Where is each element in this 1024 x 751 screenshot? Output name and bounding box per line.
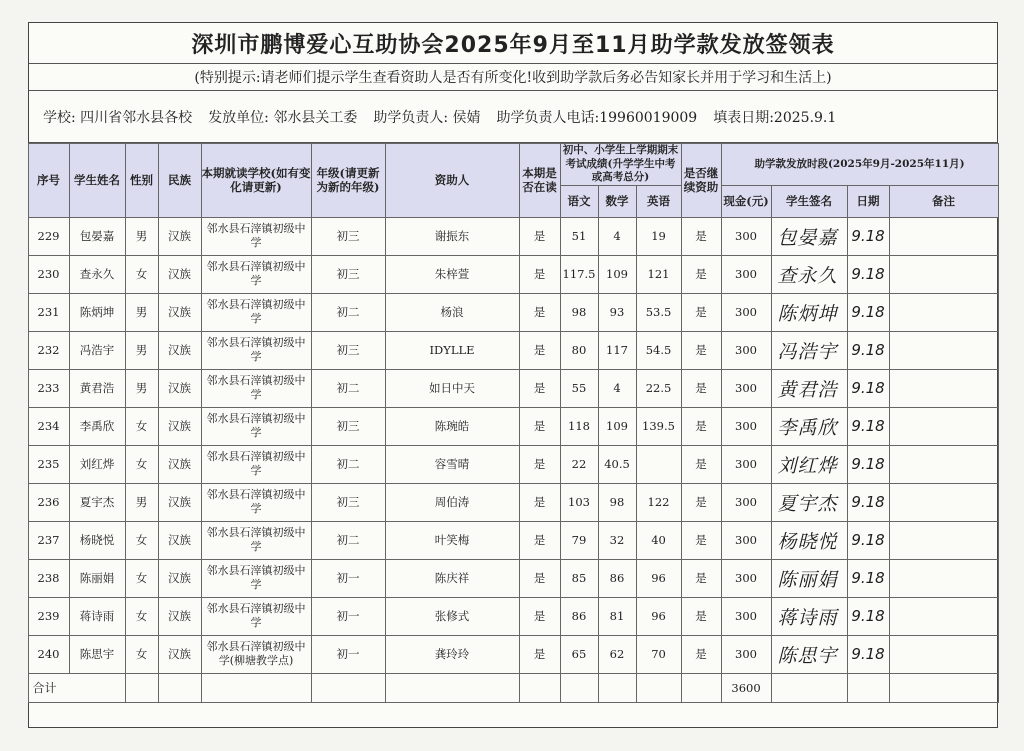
cell-name: 刘红烨: [69, 445, 125, 483]
header-cash: 现金(元): [721, 185, 771, 217]
cell-enrolled: 是: [519, 407, 560, 445]
cell-continue: 是: [681, 255, 721, 293]
signoff-table: [28, 143, 999, 703]
cell-ethnicity: 汉族: [158, 369, 201, 407]
cell-continue: 是: [681, 369, 721, 407]
table-row: [28, 445, 998, 483]
cell-enrolled: 是: [519, 293, 560, 331]
cell-school: 邻水县石滓镇初级中学: [201, 331, 311, 369]
cell-no: 238: [28, 559, 69, 597]
cell-grade: 初三: [311, 331, 385, 369]
cell-name: 查永久: [69, 255, 125, 293]
cell-no: 240: [28, 635, 69, 673]
cell-cash: 300: [721, 255, 771, 293]
cell-school: 邻水县石滓镇初级中学: [201, 217, 311, 255]
cell-grade: 初二: [311, 293, 385, 331]
table-row: [28, 597, 998, 635]
info-fill-date: 填表日期:2025.9.1: [713, 109, 837, 126]
cell-gender: 女: [125, 635, 158, 673]
cell-english: 70: [636, 635, 681, 673]
cell-name: 夏宇杰: [69, 483, 125, 521]
header-continue: 是否继续资助: [681, 144, 721, 218]
cell-remark: [889, 255, 998, 293]
cell-english: [636, 445, 681, 483]
cell-no: 233: [28, 369, 69, 407]
cell-school: 邻水县石滓镇初级中学: [201, 369, 311, 407]
table-body: [28, 217, 998, 673]
cell-cash: 300: [721, 217, 771, 255]
cell-grade: 初三: [311, 483, 385, 521]
cell-chinese: 85: [560, 559, 598, 597]
cell-english: 22.5: [636, 369, 681, 407]
cell-chinese: 65: [560, 635, 598, 673]
info-issuer: 发放单位: 邻水县关工委: [208, 109, 358, 126]
header-english: 英语: [636, 185, 681, 217]
cell-english: 139.5: [636, 407, 681, 445]
cell-enrolled: 是: [519, 255, 560, 293]
cell-signature: 刘红烨: [771, 445, 847, 483]
cell-no: 232: [28, 331, 69, 369]
cell-no: 230: [28, 255, 69, 293]
header-chinese: 语文: [560, 185, 598, 217]
cell-sponsor: 谢振东: [385, 217, 519, 255]
cell-name: 杨晓悦: [69, 521, 125, 559]
cell-signature: 查永久: [771, 255, 847, 293]
cell-date: 9.18: [847, 445, 889, 483]
cell-cash: 300: [721, 445, 771, 483]
cell-sponsor: 陈庆祥: [385, 559, 519, 597]
cell-date: 9.18: [847, 521, 889, 559]
cell-name: 冯浩宇: [69, 331, 125, 369]
cell-remark: [889, 483, 998, 521]
cell-math: 93: [598, 293, 636, 331]
cell-date: 9.18: [847, 255, 889, 293]
cell-ethnicity: 汉族: [158, 521, 201, 559]
table-row: [28, 255, 998, 293]
cell-name: 陈思宇: [69, 635, 125, 673]
cell-chinese: 22: [560, 445, 598, 483]
cell-continue: 是: [681, 217, 721, 255]
cell-name: 蒋诗雨: [69, 597, 125, 635]
cell-grade: 初一: [311, 559, 385, 597]
cell-remark: [889, 445, 998, 483]
cell-chinese: 103: [560, 483, 598, 521]
cell-sponsor: 杨浪: [385, 293, 519, 331]
cell-gender: 男: [125, 369, 158, 407]
cell-signature: 冯浩宇: [771, 331, 847, 369]
table-row: [28, 635, 998, 673]
cell-name: 陈炳坤: [69, 293, 125, 331]
cell-gender: 女: [125, 521, 158, 559]
cell-gender: 女: [125, 445, 158, 483]
cell-signature: 夏宇杰: [771, 483, 847, 521]
cell-name: 陈丽娟: [69, 559, 125, 597]
info-phone: 助学负责人电话:19960019009: [496, 109, 698, 126]
cell-math: 117: [598, 331, 636, 369]
cell-gender: 女: [125, 597, 158, 635]
cell-school: 邻水县石滓镇初级中学: [201, 293, 311, 331]
cell-enrolled: 是: [519, 597, 560, 635]
cell-chinese: 51: [560, 217, 598, 255]
total-row: [28, 673, 998, 702]
cell-sponsor: IDYLLE: [385, 331, 519, 369]
cell-enrolled: 是: [519, 445, 560, 483]
cell-ethnicity: 汉族: [158, 293, 201, 331]
cell-grade: 初三: [311, 255, 385, 293]
table-row: [28, 559, 998, 597]
header-math: 数学: [598, 185, 636, 217]
cell-date: 9.18: [847, 559, 889, 597]
cell-no: 236: [28, 483, 69, 521]
cell-gender: 男: [125, 483, 158, 521]
info-manager: 助学负责人: 侯婧: [373, 109, 481, 126]
cell-gender: 男: [125, 331, 158, 369]
cell-sponsor: 容雪晴: [385, 445, 519, 483]
cell-gender: 男: [125, 217, 158, 255]
cell-grade: 初二: [311, 445, 385, 483]
cell-remark: [889, 559, 998, 597]
cell-enrolled: 是: [519, 559, 560, 597]
cell-chinese: 98: [560, 293, 598, 331]
cell-grade: 初一: [311, 597, 385, 635]
cell-enrolled: 是: [519, 369, 560, 407]
cell-math: 86: [598, 559, 636, 597]
cell-no: 231: [28, 293, 69, 331]
cell-english: 96: [636, 597, 681, 635]
cell-ethnicity: 汉族: [158, 559, 201, 597]
cell-chinese: 117.5: [560, 255, 598, 293]
header-enrolled: 本期是否在读: [519, 144, 560, 218]
header-remark: 备注: [889, 185, 998, 217]
cell-sponsor: 陈琬皓: [385, 407, 519, 445]
cell-english: 122: [636, 483, 681, 521]
cell-cash: 300: [721, 483, 771, 521]
cell-name: 黄君浩: [69, 369, 125, 407]
cell-gender: 女: [125, 255, 158, 293]
cell-school: 邻水县石滓镇初级中学: [201, 407, 311, 445]
cell-enrolled: 是: [519, 217, 560, 255]
cell-cash: 300: [721, 331, 771, 369]
cell-math: 4: [598, 217, 636, 255]
cell-school: 邻水县石滓镇初级中学: [201, 597, 311, 635]
table-row: [28, 293, 998, 331]
cell-sponsor: 龚玲玲: [385, 635, 519, 673]
cell-no: 235: [28, 445, 69, 483]
cell-continue: 是: [681, 635, 721, 673]
header-gender: 性别: [125, 144, 158, 218]
cell-continue: 是: [681, 483, 721, 521]
cell-name: 包晏嘉: [69, 217, 125, 255]
cell-continue: 是: [681, 407, 721, 445]
cell-signature: 杨晓悦: [771, 521, 847, 559]
cell-gender: 男: [125, 293, 158, 331]
header-period: 助学款发放时段(2025年9月-2025年11月): [721, 144, 998, 186]
cell-math: 98: [598, 483, 636, 521]
cell-chinese: 86: [560, 597, 598, 635]
cell-cash: 300: [721, 293, 771, 331]
cell-grade: 初一: [311, 635, 385, 673]
cell-continue: 是: [681, 445, 721, 483]
table-row: [28, 407, 998, 445]
table-row: [28, 369, 998, 407]
cell-date: 9.18: [847, 597, 889, 635]
cell-cash: 300: [721, 521, 771, 559]
cell-continue: 是: [681, 293, 721, 331]
table-row: [28, 217, 998, 255]
cell-no: 239: [28, 597, 69, 635]
cell-chinese: 118: [560, 407, 598, 445]
cell-math: 32: [598, 521, 636, 559]
cell-ethnicity: 汉族: [158, 635, 201, 673]
cell-math: 81: [598, 597, 636, 635]
total-cash: 3600: [721, 673, 771, 702]
table-row: [28, 331, 998, 369]
cell-enrolled: 是: [519, 331, 560, 369]
header-ethnicity: 民族: [158, 144, 201, 218]
cell-ethnicity: 汉族: [158, 331, 201, 369]
cell-enrolled: 是: [519, 521, 560, 559]
table-row: [28, 483, 998, 521]
header-date: 日期: [847, 185, 889, 217]
cell-school: 邻水县石滓镇初级中学: [201, 445, 311, 483]
info-bar: [29, 91, 997, 143]
cell-enrolled: 是: [519, 635, 560, 673]
cell-signature: 蒋诗雨: [771, 597, 847, 635]
cell-date: 9.18: [847, 635, 889, 673]
cell-signature: 包晏嘉: [771, 217, 847, 255]
cell-remark: [889, 597, 998, 635]
header-grade: 年级(请更新为新的年级): [311, 144, 385, 218]
cell-sponsor: 周伯涛: [385, 483, 519, 521]
cell-ethnicity: 汉族: [158, 217, 201, 255]
cell-english: 121: [636, 255, 681, 293]
cell-gender: 女: [125, 559, 158, 597]
cell-signature: 黄君浩: [771, 369, 847, 407]
cell-grade: 初三: [311, 407, 385, 445]
cell-date: 9.18: [847, 217, 889, 255]
cell-remark: [889, 407, 998, 445]
cell-cash: 300: [721, 635, 771, 673]
cell-remark: [889, 293, 998, 331]
cell-chinese: 55: [560, 369, 598, 407]
signoff-sheet: [28, 22, 998, 728]
cell-cash: 300: [721, 369, 771, 407]
cell-cash: 300: [721, 597, 771, 635]
sheet-title: 深圳市鹏博爱心互助协会2025年9月至11月助学款发放签领表: [29, 23, 997, 64]
header-no: 序号: [28, 144, 69, 218]
header-scores: 初中、小学生上学期期末考试成绩(升学学生中考或高考总分): [560, 144, 681, 186]
cell-grade: 初二: [311, 369, 385, 407]
cell-gender: 女: [125, 407, 158, 445]
cell-english: 54.5: [636, 331, 681, 369]
cell-ethnicity: 汉族: [158, 483, 201, 521]
cell-signature: 李禹欣: [771, 407, 847, 445]
cell-remark: [889, 369, 998, 407]
cell-date: 9.18: [847, 293, 889, 331]
header-name: 学生姓名: [69, 144, 125, 218]
header-school: 本期就读学校(如有变化请更新): [201, 144, 311, 218]
cell-english: 96: [636, 559, 681, 597]
cell-math: 62: [598, 635, 636, 673]
header-signature: 学生签名: [771, 185, 847, 217]
cell-continue: 是: [681, 521, 721, 559]
cell-signature: 陈丽娟: [771, 559, 847, 597]
cell-school: 邻水县石滓镇初级中学: [201, 521, 311, 559]
cell-school: 邻水县石滓镇初级中学: [201, 483, 311, 521]
cell-ethnicity: 汉族: [158, 407, 201, 445]
cell-date: 9.18: [847, 369, 889, 407]
cell-remark: [889, 331, 998, 369]
cell-no: 234: [28, 407, 69, 445]
cell-no: 229: [28, 217, 69, 255]
cell-math: 4: [598, 369, 636, 407]
cell-signature: 陈炳坤: [771, 293, 847, 331]
table-row: [28, 521, 998, 559]
cell-grade: 初二: [311, 521, 385, 559]
cell-enrolled: 是: [519, 483, 560, 521]
cell-math: 109: [598, 255, 636, 293]
cell-chinese: 79: [560, 521, 598, 559]
cell-english: 19: [636, 217, 681, 255]
cell-sponsor: 朱梓萱: [385, 255, 519, 293]
cell-school: 邻水县石滓镇初级中学(柳塘教学点): [201, 635, 311, 673]
cell-continue: 是: [681, 559, 721, 597]
info-school: 学校: 四川省邻水县各校: [43, 109, 193, 126]
cell-school: 邻水县石滓镇初级中学: [201, 559, 311, 597]
cell-continue: 是: [681, 331, 721, 369]
cell-remark: [889, 635, 998, 673]
cell-date: 9.18: [847, 407, 889, 445]
cell-remark: [889, 217, 998, 255]
total-label: 合计: [28, 673, 125, 702]
cell-no: 237: [28, 521, 69, 559]
cell-cash: 300: [721, 407, 771, 445]
cell-ethnicity: 汉族: [158, 445, 201, 483]
cell-english: 53.5: [636, 293, 681, 331]
cell-name: 李禹欣: [69, 407, 125, 445]
cell-math: 40.5: [598, 445, 636, 483]
cell-cash: 300: [721, 559, 771, 597]
cell-remark: [889, 521, 998, 559]
cell-signature: 陈思宇: [771, 635, 847, 673]
cell-english: 40: [636, 521, 681, 559]
cell-math: 109: [598, 407, 636, 445]
cell-date: 9.18: [847, 483, 889, 521]
special-notice: (特别提示:请老师们提示学生查看资助人是否有所变化!收到助学款后务必告知家长并用于学习和生活上): [29, 64, 997, 91]
cell-ethnicity: 汉族: [158, 597, 201, 635]
cell-grade: 初三: [311, 217, 385, 255]
cell-chinese: 80: [560, 331, 598, 369]
cell-sponsor: 张修式: [385, 597, 519, 635]
cell-ethnicity: 汉族: [158, 255, 201, 293]
cell-sponsor: 叶笑梅: [385, 521, 519, 559]
cell-sponsor: 如日中天: [385, 369, 519, 407]
header-sponsor: 资助人: [385, 144, 519, 218]
cell-date: 9.18: [847, 331, 889, 369]
cell-school: 邻水县石滓镇初级中学: [201, 255, 311, 293]
cell-continue: 是: [681, 597, 721, 635]
